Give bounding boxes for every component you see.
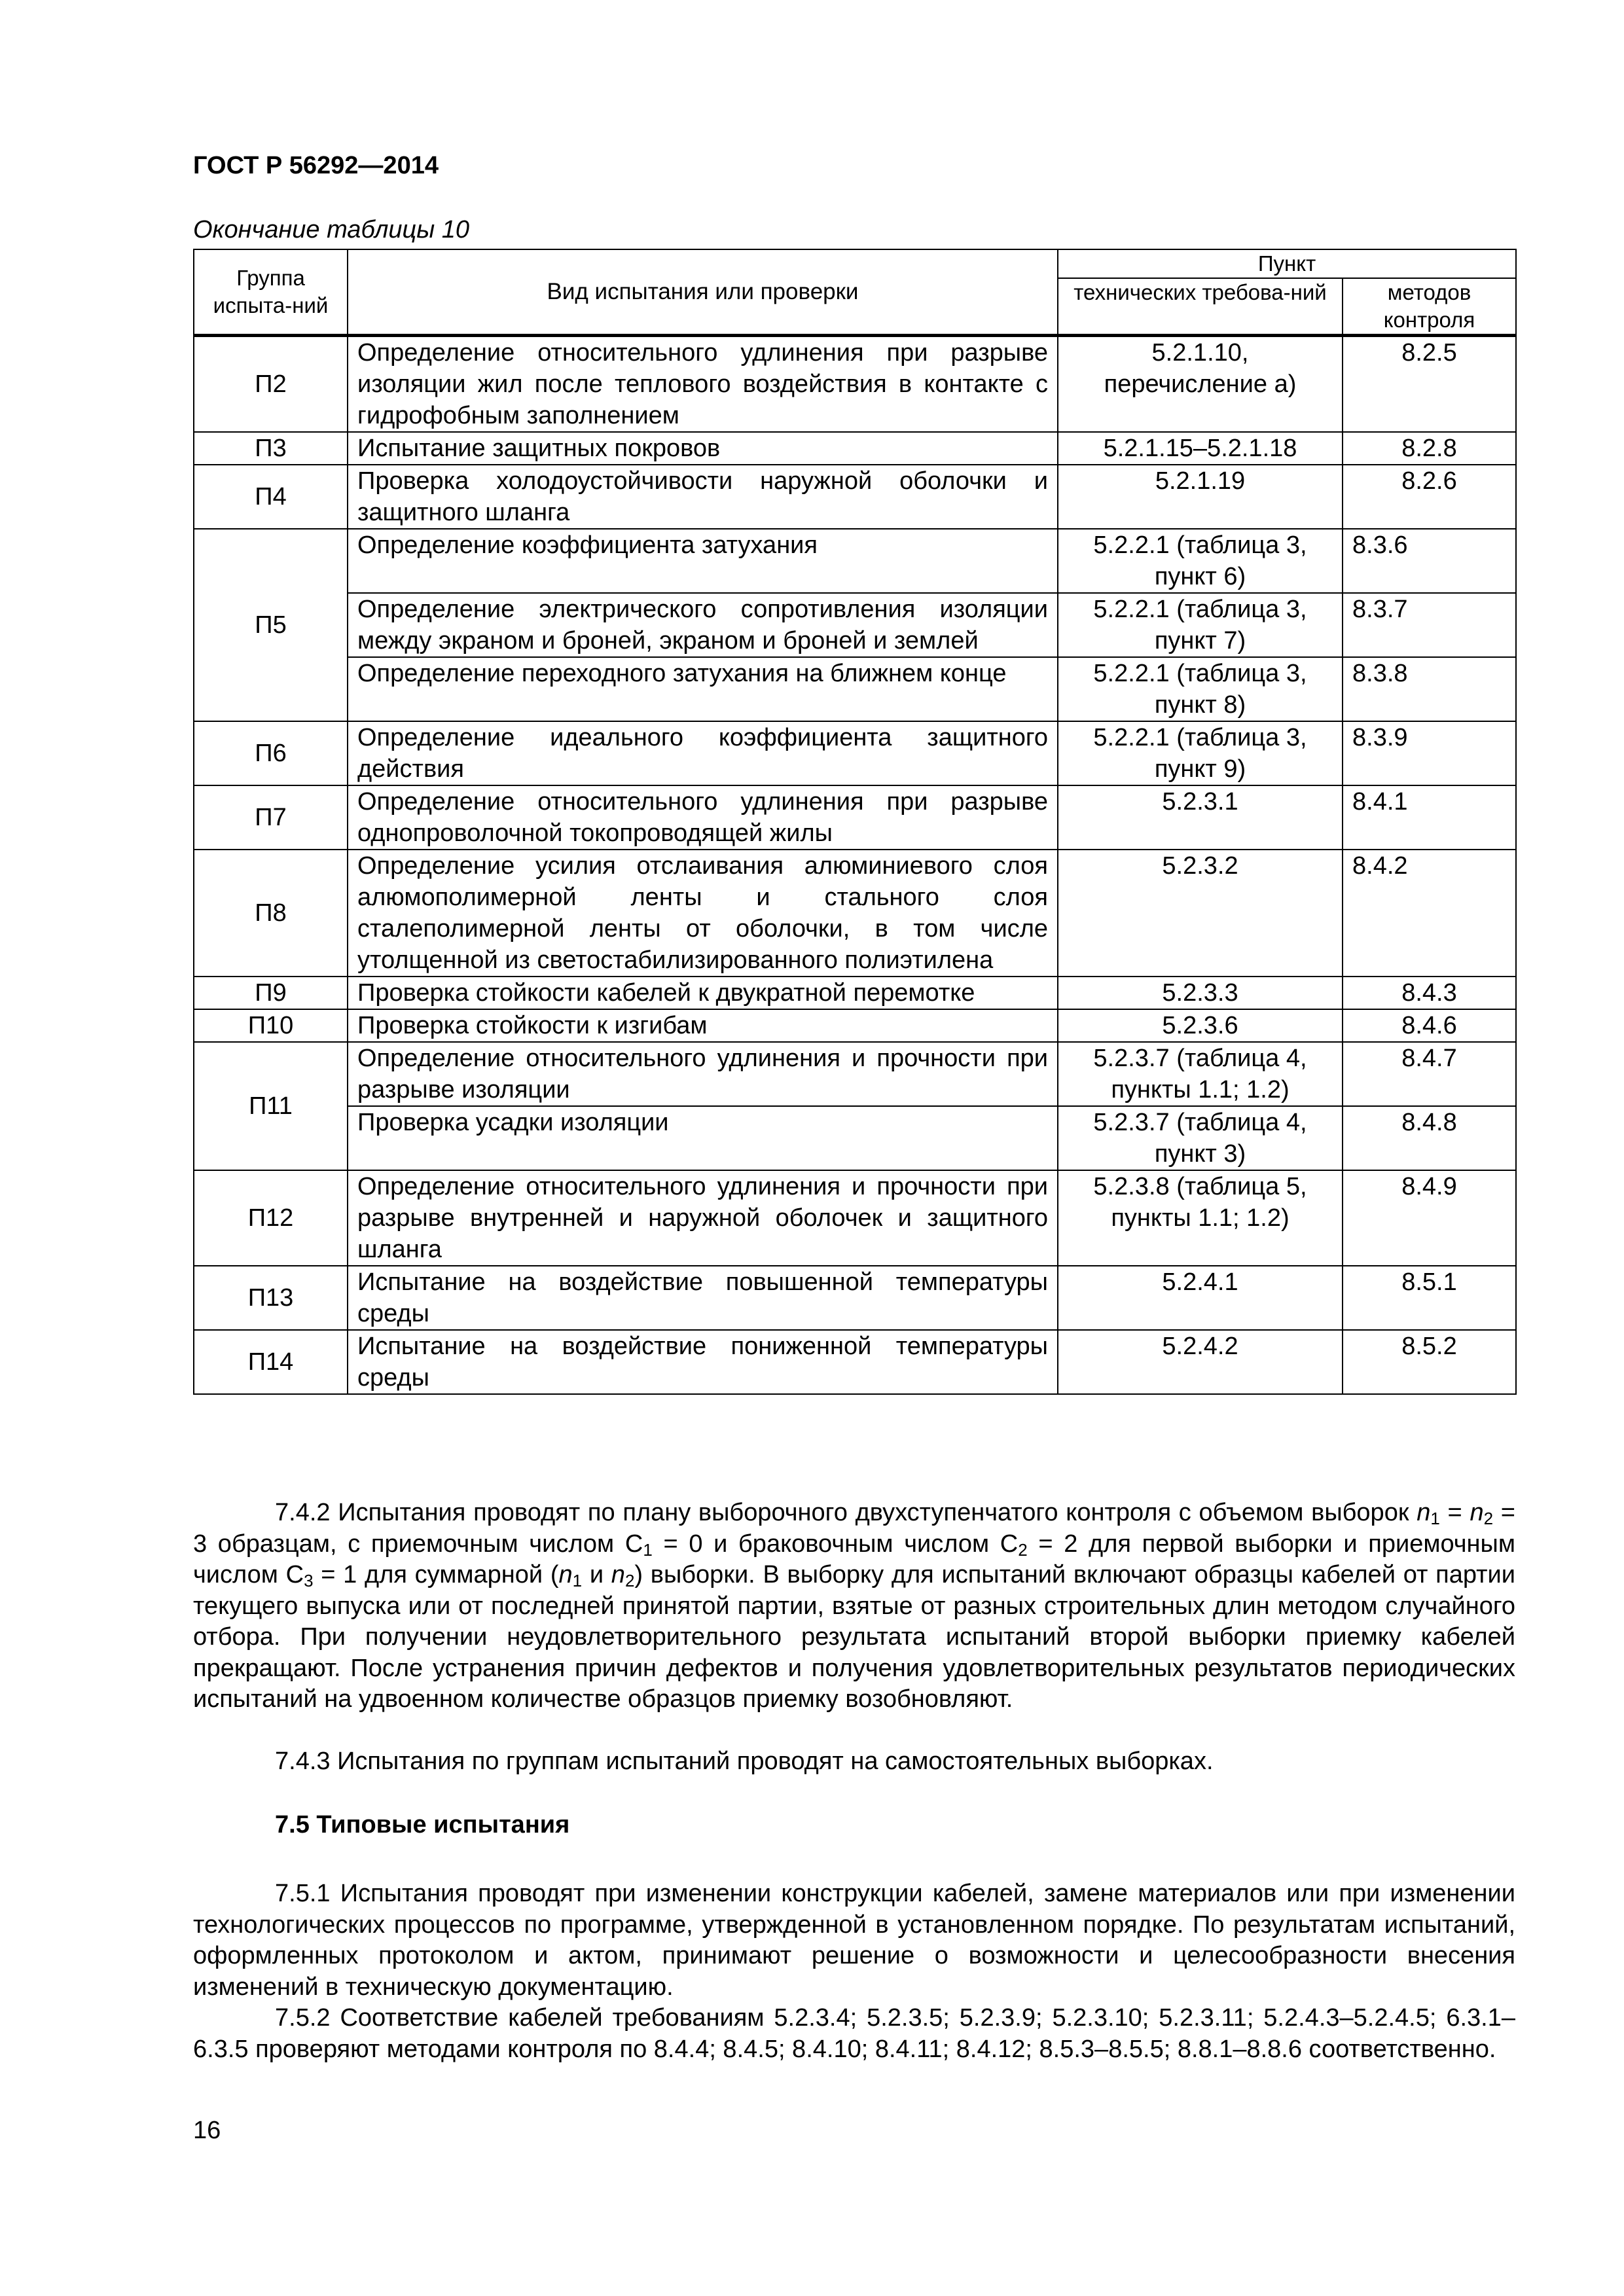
method-cell: 8.4.2: [1343, 850, 1516, 977]
tech-cell: 5.2.3.2: [1058, 850, 1343, 977]
table-row: [194, 1330, 1516, 1394]
group-cell: П7: [194, 785, 348, 850]
group-cell: П5: [194, 529, 348, 721]
standard-header: ГОСТ Р 56292—2014: [193, 152, 439, 179]
header-clause: Пункт: [1058, 249, 1516, 278]
tech-cell: 5.2.3.1: [1058, 785, 1343, 850]
tech-cell: 5.2.4.1: [1058, 1266, 1343, 1330]
tech-cell: 5.2.1.15–5.2.1.18: [1058, 432, 1343, 465]
method-cell: 8.3.9: [1343, 721, 1516, 785]
test-cell: Проверка стойкости к изгибам: [348, 1009, 1058, 1042]
tech-cell: 5.2.3.6: [1058, 1009, 1343, 1042]
method-cell: 8.5.1: [1343, 1266, 1516, 1330]
test-cell: Испытание на воздействие пониженной температуры среды: [348, 1330, 1058, 1394]
method-cell: 8.3.6: [1343, 529, 1516, 593]
method-cell: 8.4.1: [1343, 785, 1516, 850]
method-cell: 8.2.8: [1343, 432, 1516, 465]
table-row: [194, 465, 1516, 529]
method-cell: 8.4.3: [1343, 977, 1516, 1009]
paragraph-7-4-2: 7.4.2 Испытания проводят по плану выборочного двухступенчатого контроля с объемом выборок $n_1 = n_2 = 3$ образцам, с приемочным числом $С_1 = 0$ и браковочным числом $С_2 = 2$ для первой выборки и приемочным числом $С_3 = 1$ для суммарной ($n_1$ и $n_2$) выборки. В выборку для испытаний включают образцы кабелей от партии текущего выпуска или от последней принятой партии, взятые от разных строительных длин методом случайного отбора. При получении неудовлетворительного результата испытаний второй выборки приемку кабелей прекращают. После устранения причин дефектов и получения удовлетворительных результатов периодических испытаний на удвоенном количестве образцов приемку возобновляют.: [193, 1499, 1516, 1713]
group-cell: П9: [194, 977, 348, 1009]
test-cell: Испытание защитных покровов: [348, 432, 1058, 465]
group-cell: П13: [194, 1266, 348, 1330]
tech-cell: 5.2.1.19: [1058, 465, 1343, 529]
test-cell: Определение коэффициента затухания: [348, 529, 1058, 593]
tech-cell: 5.2.2.1 (таблица 3, пункт 9): [1058, 721, 1343, 785]
group-cell: П3: [194, 432, 348, 465]
test-cell: Определение идеального коэффициента защитного действия: [348, 721, 1058, 785]
table-row: [194, 1266, 1516, 1330]
test-cell: Определение относительного удлинения и прочности при разрыве изоляции: [348, 1042, 1058, 1106]
method-cell: 8.2.6: [1343, 465, 1516, 529]
page-number: 16: [193, 2117, 221, 2144]
test-cell: Проверка стойкости кабелей к двукратной перемотке: [348, 977, 1058, 1009]
table-row: [194, 721, 1516, 785]
table-row: [194, 977, 1516, 1009]
group-cell: П2: [194, 336, 348, 433]
header-group: Группа испыта-ний: [194, 249, 348, 336]
table-row: [194, 1042, 1516, 1106]
table-row: [194, 432, 1516, 465]
tech-cell: 5.2.3.3: [1058, 977, 1343, 1009]
test-cell: Определение электрического сопротивления изоляции между экраном и броней, экраном и броней и землей: [348, 593, 1058, 657]
tech-cell: 5.2.3.7 (таблица 4, пункт 3): [1058, 1106, 1343, 1170]
tech-cell: 5.2.4.2: [1058, 1330, 1343, 1394]
table-row: [194, 850, 1516, 977]
test-table: [193, 249, 1517, 1395]
group-cell: П6: [194, 721, 348, 785]
header-tech: технических требова-ний: [1058, 278, 1343, 336]
test-cell: Определение относительного удлинения при разрыве однопроволочной токопроводящей жилы: [348, 785, 1058, 850]
test-cell: Проверка усадки изоляции: [348, 1106, 1058, 1170]
test-cell: Проверка холодоустойчивости наружной оболочки и защитного шланга: [348, 465, 1058, 529]
group-cell: П12: [194, 1170, 348, 1266]
test-cell: Испытание на воздействие повышенной температуры среды: [348, 1266, 1058, 1330]
group-cell: П10: [194, 1009, 348, 1042]
tech-cell: 5.2.2.1 (таблица 3, пункт 7): [1058, 593, 1343, 657]
section-heading-7-5: 7.5 Типовые испытания: [275, 1811, 570, 1839]
tech-cell: 5.2.1.10, перечисление а): [1058, 336, 1343, 433]
method-cell: 8.4.6: [1343, 1009, 1516, 1042]
table-row: [194, 657, 1516, 721]
header-test: Вид испытания или проверки: [348, 249, 1058, 336]
method-cell: 8.4.8: [1343, 1106, 1516, 1170]
table-row: [194, 1170, 1516, 1266]
table-row: [194, 593, 1516, 657]
method-cell: 8.4.9: [1343, 1170, 1516, 1266]
group-cell: П4: [194, 465, 348, 529]
table-row: [194, 529, 1516, 593]
test-cell: Определение относительного удлинения при разрыве изоляции жил после теплового воздействия в контакте с гидрофобным заполнением: [348, 336, 1058, 433]
method-cell: 8.2.5: [1343, 336, 1516, 433]
test-cell: Определение переходного затухания на ближнем конце: [348, 657, 1058, 721]
tech-cell: 5.2.3.8 (таблица 5, пункты 1.1; 1.2): [1058, 1170, 1343, 1266]
group-cell: П8: [194, 850, 348, 977]
table-caption: Окончание таблицы 10: [193, 216, 470, 243]
tech-cell: 5.2.2.1 (таблица 3, пункт 8): [1058, 657, 1343, 721]
table-row: [194, 1009, 1516, 1042]
table-row: [194, 1106, 1516, 1170]
table-row: [194, 785, 1516, 850]
method-cell: 8.3.7: [1343, 593, 1516, 657]
paragraph-7-5-1: 7.5.1 Испытания проводят при изменении конструкции кабелей, замене материалов или при изменении технологических процессов по программе, утвержденной в установленном порядке. По результатам испытаний, оформленных протоколом и актом, принимают решение о возможности и целесообразности внесения изменений в техническую документацию.: [193, 1880, 1515, 2001]
header-methods: методов контроля: [1343, 278, 1516, 336]
table-row: [194, 336, 1516, 433]
test-cell: Определение усилия отслаивания алюминиевого слоя алюмополимерной ленты и стального слоя сталеполимерной ленты от оболочки, в том числе утолщенной из светостабилизированного полиэтилена: [348, 850, 1058, 977]
group-cell: П14: [194, 1330, 348, 1394]
paragraph-7-5-2: 7.5.2 Соответствие кабелей требованиям 5.2.3.4; 5.2.3.5; 5.2.3.9; 5.2.3.10; 5.2.3.11; 5.2.4.3–5.2.4.5; 6.3.1–6.3.5 проверяют методами контроля по 8.4.4; 8.4.5; 8.4.10; 8.4.11; 8.4.12; 8.5.3–8.5.5; 8.8.1–8.8.6 соответственно.: [193, 2004, 1515, 2063]
tech-cell: 5.2.3.7 (таблица 4, пункты 1.1; 1.2): [1058, 1042, 1343, 1106]
tech-cell: 5.2.2.1 (таблица 3, пункт 6): [1058, 529, 1343, 593]
test-cell: Определение относительного удлинения и прочности при разрыве внутренней и наружной оболочек и защитного шланга: [348, 1170, 1058, 1266]
method-cell: 8.5.2: [1343, 1330, 1516, 1394]
method-cell: 8.4.7: [1343, 1042, 1516, 1106]
paragraph-7-4-3: 7.4.3 Испытания по группам испытаний проводят на самостоятельных выборках.: [275, 1748, 1214, 1775]
group-cell: П11: [194, 1042, 348, 1170]
method-cell: 8.3.8: [1343, 657, 1516, 721]
